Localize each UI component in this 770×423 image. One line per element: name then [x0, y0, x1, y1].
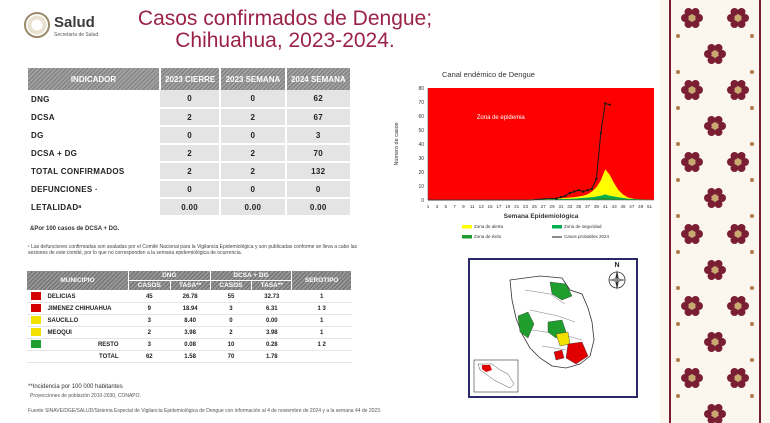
dng-casos: 62 — [129, 351, 171, 363]
casos-probables-point — [586, 189, 588, 191]
value-2023-semana: 2 — [220, 108, 285, 126]
dcsa-casos: 55 — [210, 291, 252, 303]
x-tick-label: 27 — [540, 204, 546, 209]
flower-center-icon — [689, 375, 696, 382]
header-dcsa-dg: DCSA + DG — [210, 271, 292, 281]
flower-center-icon — [735, 159, 742, 166]
header-municipio: MUNICIPIO — [27, 271, 129, 291]
x-tick-label: 9 — [462, 204, 465, 209]
x-tick-label: 43 — [611, 204, 617, 209]
ornament-dot — [676, 286, 680, 290]
municipality-name: MEOQUI — [45, 327, 129, 339]
dng-casos: 9 — [129, 303, 171, 315]
ornament-dot — [750, 358, 754, 362]
legend-label: Zona de éxito — [474, 234, 502, 239]
ornament-dot — [750, 250, 754, 254]
floral-pattern — [660, 0, 770, 423]
value-2023-cierre: 0 — [160, 126, 220, 144]
dcsa-casos: 3 — [210, 303, 252, 315]
dcsa-casos: 0 — [210, 315, 252, 327]
header-serotipo: SEROTIPO — [292, 271, 352, 291]
flower-center-icon — [712, 339, 719, 346]
dng-tasa: 8.40 — [170, 315, 210, 327]
dng-casos: 3 — [129, 339, 171, 351]
value-2023-cierre: 0 — [160, 180, 220, 198]
endemic-channel-chart — [380, 80, 670, 245]
serotipo: 1 — [292, 315, 352, 327]
flower-center-icon — [689, 15, 696, 22]
flower-center-icon — [712, 195, 719, 202]
y-tick-label: 60 — [418, 114, 424, 120]
x-tick-label: 49 — [638, 204, 644, 209]
indicator-label: DG — [31, 130, 44, 140]
ornament-dot — [750, 34, 754, 38]
ornament-dot — [676, 250, 680, 254]
total-row — [27, 351, 352, 363]
flower-center-icon — [712, 411, 719, 418]
serotipo: 1 — [292, 327, 352, 339]
x-tick-label: 11 — [469, 204, 475, 209]
dcsa-casos: 70 — [210, 351, 252, 363]
x-tick-label: 35 — [576, 204, 582, 209]
legend-label: Casos probables 2024 — [564, 234, 610, 239]
ornament-dot — [676, 106, 680, 110]
salud-logo — [24, 12, 114, 42]
ornament-dot — [676, 34, 680, 38]
municipality-name: JIMENEZ CHIHUAHUA — [45, 303, 129, 315]
dng-casos: 3 — [129, 315, 171, 327]
x-tick-label: 1 — [426, 204, 430, 209]
indicator-label: DNG — [31, 94, 50, 104]
y-tick-label: 50 — [418, 128, 424, 134]
x-tick-label: 41 — [602, 204, 608, 209]
flower-center-icon — [735, 87, 742, 94]
flower-center-icon — [712, 51, 719, 58]
x-tick-label: 33 — [567, 204, 573, 209]
risk-color-swatch — [31, 328, 41, 336]
flower-center-icon — [735, 15, 742, 22]
flower-center-icon — [689, 231, 696, 238]
dcsa-tasa: 32.73 — [252, 291, 292, 303]
flower-center-icon — [735, 303, 742, 310]
casos-probables-point — [604, 102, 606, 104]
title-line-1: Casos confirmados de Dengue; — [137, 7, 433, 30]
epidemic-zone-area — [428, 88, 654, 200]
subheader-dng-tasa: TASA** — [170, 281, 210, 291]
x-tick-label: 39 — [593, 204, 599, 209]
value-2023-cierre: 2 — [160, 144, 220, 162]
ornament-dot — [750, 286, 754, 290]
legend-label: Zona de alerta — [474, 224, 504, 229]
x-tick-label: 47 — [629, 204, 635, 209]
ornament-dot — [750, 178, 754, 182]
casos-probables-point — [555, 197, 557, 199]
casos-probables-point — [564, 195, 566, 197]
value-2024-semana: 0.00 — [286, 198, 351, 216]
serotipo: 1 3 — [292, 303, 352, 315]
y-axis-label: Número de casos — [394, 122, 400, 166]
x-axis-label: Semana Epidemiológica — [503, 213, 579, 220]
casos-probables-point — [582, 190, 584, 192]
ornament-dot — [676, 214, 680, 218]
municipality-row — [27, 315, 352, 327]
municipality-table — [26, 270, 352, 363]
flower-center-icon — [712, 123, 719, 130]
indicator-label: DCSA + DG — [31, 148, 78, 158]
ornament-dot — [676, 394, 680, 398]
dcsa-tasa: 0.00 — [252, 315, 292, 327]
casos-probables-point — [577, 189, 579, 191]
indicator-row — [28, 162, 351, 180]
ornament-dot — [750, 142, 754, 146]
x-tick-label: 19 — [505, 204, 511, 209]
value-2024-semana: 132 — [286, 162, 351, 180]
value-2023-cierre: 0.00 — [160, 198, 220, 216]
casos-probables-point — [560, 196, 562, 198]
subheader-dcsa-tasa: TASA** — [252, 281, 292, 291]
casos-probables-point — [591, 188, 593, 190]
risk-color-swatch — [31, 304, 41, 312]
ornament-dot — [750, 322, 754, 326]
y-tick-label: 30 — [418, 156, 424, 162]
casos-probables-point — [595, 178, 597, 180]
flower-center-icon — [712, 267, 719, 274]
legend-label: Zona de seguridad — [564, 224, 602, 229]
epidemic-zone-annotation: Zona de epidemia — [476, 114, 525, 121]
municipality-name: TOTAL — [45, 351, 129, 363]
dng-tasa: 1.58 — [170, 351, 210, 363]
dcsa-tasa: 1.78 — [252, 351, 292, 363]
indicator-label: DCSA — [31, 112, 55, 122]
value-2023-semana: 0 — [220, 180, 285, 198]
serotipo: 1 — [292, 291, 352, 303]
indicator-label: TOTAL CONFIRMADOS — [31, 166, 125, 176]
ornament-dot — [750, 214, 754, 218]
x-tick-label: 45 — [620, 204, 626, 209]
value-2024-semana: 70 — [286, 144, 351, 162]
municipality-row — [27, 327, 352, 339]
indicator-row — [28, 90, 351, 108]
flower-center-icon — [735, 231, 742, 238]
value-2023-semana: 0.00 — [220, 198, 285, 216]
indicator-header: INDICADOR — [28, 68, 160, 90]
x-tick-label: 7 — [453, 204, 456, 209]
risk-color-swatch — [31, 292, 41, 300]
serotipo: 1 2 — [292, 339, 352, 351]
casos-probables-point — [573, 190, 575, 192]
value-2023-semana: 2 — [220, 162, 285, 180]
x-tick-label: 17 — [496, 204, 502, 209]
ornament-dot — [676, 322, 680, 326]
header-2023-semana: 2023 SEMANA — [220, 68, 285, 90]
color-swatch-cell — [27, 315, 45, 327]
compass-rose-icon — [605, 269, 629, 291]
ornament-dot — [676, 142, 680, 146]
dng-casos: 45 — [129, 291, 171, 303]
ornament-dot — [676, 70, 680, 74]
value-2023-semana: 0 — [220, 126, 285, 144]
flower-center-icon — [689, 159, 696, 166]
dcsa-casos: 2 — [210, 327, 252, 339]
casos-probables-point — [600, 132, 602, 134]
x-tick-label: 21 — [514, 204, 520, 209]
dcsa-casos: 10 — [210, 339, 252, 351]
municipality-row — [27, 339, 352, 351]
indicator-label: DEFUNCIONES · — [31, 184, 99, 194]
x-tick-label: 23 — [522, 204, 529, 209]
casos-probables-point — [608, 104, 610, 106]
subheader-dng-casos: CASOS — [129, 281, 171, 291]
color-swatch-cell — [27, 303, 45, 315]
source-note: Fuente SINAVE/DGE/SALUD/Sistema Especial de Vigilancia Epidemiológica de Dengue con información al 4 de noviembre de 2024 y a la semana 44 de 2023. — [28, 408, 382, 414]
risk-color-swatch — [31, 316, 41, 324]
color-swatch-cell — [27, 339, 45, 351]
logo-name: Salud — [54, 14, 95, 31]
ornament-dot — [676, 358, 680, 362]
y-tick-label: 10 — [418, 184, 424, 190]
dng-tasa: 18.94 — [170, 303, 210, 315]
x-tick-label: 5 — [444, 204, 448, 209]
color-swatch-cell — [27, 291, 45, 303]
region-red-small — [554, 350, 564, 360]
value-2024-semana: 0 — [286, 180, 351, 198]
page-title — [120, 8, 450, 52]
chart-title: Canal endémico de Dengue — [442, 70, 535, 79]
ornament-dot — [676, 178, 680, 182]
x-tick-label: 29 — [549, 204, 555, 209]
ornament-dot — [750, 106, 754, 110]
y-tick-label: 0 — [421, 198, 424, 204]
x-tick-label: 51 — [647, 204, 653, 209]
x-tick-label: 37 — [584, 204, 591, 209]
value-2023-cierre: 2 — [160, 162, 220, 180]
dng-casos: 2 — [129, 327, 171, 339]
indicator-row — [28, 108, 351, 126]
flower-center-icon — [735, 375, 742, 382]
dng-tasa: 26.78 — [170, 291, 210, 303]
municipality-name: DELICIAS — [45, 291, 129, 303]
legend-swatch — [552, 225, 562, 229]
x-tick-label: 31 — [558, 204, 564, 209]
indicator-label: LETALIDADᵃ — [31, 202, 82, 212]
indicator-header-row — [28, 68, 351, 90]
municipality-name: SAUCILLO — [45, 315, 129, 327]
x-tick-label: 15 — [487, 204, 493, 209]
title-line-2: Chihuahua, 2023-2024. — [175, 29, 395, 52]
municipality-row — [27, 291, 352, 303]
compass-label: N — [614, 262, 620, 269]
dcsa-tasa: 3.98 — [252, 327, 292, 339]
dng-tasa: 3.98 — [170, 327, 210, 339]
defunciones-footnote: ¹ Las defunciones confirmadas son avaladas por el Comité Nacional para la Vigilancia Epidemiológica y son publicadas conforme se lleva a cabo las sesiones de este comité, por lo que no corresponden a la semana epidemiológica de ocurrencia. — [28, 244, 357, 256]
header-dng: DNG — [129, 271, 211, 281]
dng-tasa: 0.08 — [170, 339, 210, 351]
value-2024-semana: 67 — [286, 108, 351, 126]
risk-color-swatch — [31, 340, 41, 348]
dcsa-tasa: 0.28 — [252, 339, 292, 351]
value-2023-cierre: 0 — [160, 90, 220, 108]
projection-note: Proyecciones de población 2010-2030, CONAPO. — [30, 393, 141, 399]
logo-subtitle: Secretaría de Salud — [54, 32, 99, 38]
value-2024-semana: 3 — [286, 126, 351, 144]
x-tick-label: 13 — [478, 204, 484, 209]
ornamental-border — [660, 0, 770, 423]
indicator-table — [28, 68, 352, 217]
indicator-row — [28, 144, 351, 162]
value-2023-semana: 2 — [220, 144, 285, 162]
value-2023-semana: 0 — [220, 90, 285, 108]
y-tick-label: 20 — [418, 170, 424, 176]
legend-swatch — [462, 235, 472, 239]
dcsa-tasa: 6.31 — [252, 303, 292, 315]
casos-probables-point — [569, 192, 571, 194]
color-swatch-cell — [27, 351, 45, 363]
letalidad-note: &Por 100 casos de DCSA + DG. — [30, 226, 120, 232]
indicator-row — [28, 180, 351, 198]
north-compass — [605, 262, 629, 292]
ornament-dot — [750, 70, 754, 74]
flower-center-icon — [689, 87, 696, 94]
flower-center-icon — [689, 303, 696, 310]
x-tick-label: 3 — [435, 204, 439, 209]
header-2023-cierre: 2023 CIERRE — [160, 68, 220, 90]
municipality-row — [27, 303, 352, 315]
y-tick-label: 80 — [418, 86, 424, 92]
x-tick-label: 25 — [531, 204, 537, 209]
subheader-dcsa-casos: CASOS — [210, 281, 252, 291]
rate-note: **Incidencia por 100 000 habitantes — [28, 384, 123, 390]
ornament-dot — [750, 394, 754, 398]
municipality-name: RESTO — [45, 339, 129, 351]
header-2024-semana: 2024 SEMANA — [286, 68, 351, 90]
indicator-row — [28, 198, 351, 216]
value-2023-cierre: 2 — [160, 108, 220, 126]
serotipo — [292, 351, 352, 363]
y-tick-label: 70 — [418, 100, 424, 106]
y-tick-label: 40 — [418, 142, 424, 148]
color-swatch-cell — [27, 327, 45, 339]
eagle-crest-icon — [24, 12, 50, 38]
legend-swatch — [462, 225, 472, 229]
indicator-row — [28, 126, 351, 144]
value-2024-semana: 62 — [286, 90, 351, 108]
municipality-header-row — [27, 271, 352, 281]
